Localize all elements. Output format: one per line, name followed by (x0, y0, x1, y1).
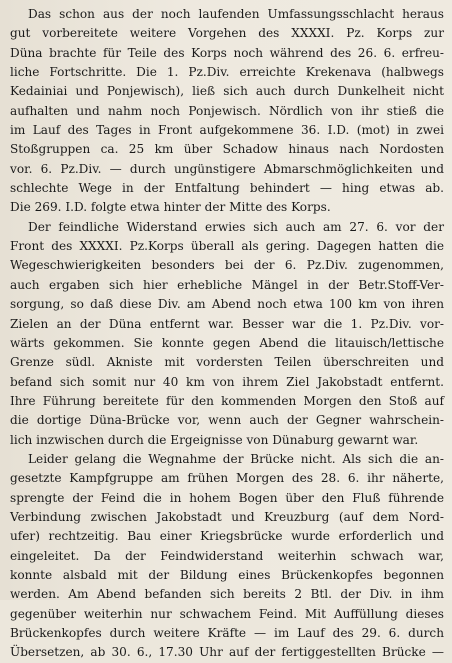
text-line: sprengte der Feind die in hohem Bogen über den Fluß führende (10, 490, 444, 505)
text-line: Verbindung zwischen Jakobstadt und Kreuzburg (auf dem Nord- (10, 509, 444, 524)
text-line: aufhalten und nahm noch Ponjewisch. Nördlich von ihr stieß die (10, 103, 444, 118)
text-line: wärts gekommen. Sie konnte gegen Abend die litauisch/lettische (10, 335, 444, 350)
text-line: ufer) rechtzeitig. Bau einer Kriegsbrücke wurde erforderlich und (10, 529, 444, 544)
text-line: Das schon aus der noch laufenden Umfassungsschlacht heraus (28, 7, 444, 21)
text-line: sorgung, so daß diese Div. am Abend noch etwa 100 km von ihren (10, 297, 444, 312)
text-line: Der feindliche Widerstand erwies sich auch am 27. 6. vor der (28, 219, 444, 234)
text-line: befand sich somit nur 40 km von ihrem Ziel Jakobstadt entfernt. (10, 374, 444, 389)
text-body (10, 5, 444, 663)
text-line: Leider gelang die Wegnahme der Brücke nicht. Als sich die an- (28, 451, 444, 466)
text-line: schlechte Wege in der Entfaltung behindert — hing etwas ab. (10, 181, 444, 196)
text-line: gut vorbereitete weitere Vorgehen des XXXXI. Pz. Korps zur (10, 26, 444, 41)
text-line: die dortige Düna-Brücke vor, wenn auch der Gegner wahrschein- (10, 413, 444, 428)
text-line: gesetzte Kampfgruppe am frühen Morgen des 28. 6. ihr näherte, (10, 471, 444, 486)
text-line: Stoßgruppen ca. 25 km über Schadow hinaus nach Nordosten (10, 142, 444, 157)
text-line: Ihre Führung bereitete für den kommenden Morgen den Stoß auf (10, 393, 444, 408)
text-line: Übersetzen, ab 30. 6., 17.30 Uhr auf der fertiggestellten Brücke — (10, 645, 444, 660)
text-line: Die 269. I.D. folgte etwa hinter der Mitte des Korps. (10, 200, 331, 215)
text-line: Kedainiai und Ponjewisch), ließ sich auch durch Dunkelheit nicht (10, 84, 444, 99)
text-line: konnte alsbald mit der Bildung eines Brückenkopfes begonnen (10, 567, 444, 582)
text-line: Wegeschwierigkeiten besonders bei der 6. Pz.Div. zugenommen, (10, 258, 444, 273)
text-line: Zielen an der Düna entfernt war. Besser war die 1. Pz.Div. vor- (10, 316, 444, 331)
text-line: liche Fortschritte. Die 1. Pz.Div. erreichte Krekenava (halbwegs (10, 65, 444, 80)
text-line: Düna brachte für Teile des Korps noch während des 26. 6. erfreu- (10, 45, 444, 60)
text-line: im Lauf des Tages in Front aufgekommene 36. I.D. (mot) in zwei (10, 123, 444, 138)
text-line: auch ergaben sich hier erhebliche Mängel in der Betr.Stoff-Ver- (10, 277, 444, 292)
text-line: lich inzwischen durch die Ergeignisse von Dünaburg gewarnt war. (10, 432, 419, 447)
text-line: gegenüber weiterhin nur schwachem Feind. Mit Auffüllung dieses (10, 606, 444, 621)
text-line: vor. 6. Pz.Div. — durch ungünstigere Abmarschmöglichkeiten und (10, 161, 444, 176)
text-line: Grenze südl. Akniste mit vordersten Teilen überschreiten und (10, 355, 444, 370)
text-line: werden. Am Abend befanden sich bereits 2 Btl. der Div. in ihm (10, 587, 444, 602)
text-line: eingeleitet. Da der Feindwiderstand weiterhin schwach war, (10, 548, 444, 563)
text-line: Front des XXXXI. Pz.Korps überall als gering. Dagegen hatten die (10, 239, 444, 254)
text-line: Brückenkopfes durch weitere Kräfte — im Lauf des 29. 6. durch (10, 626, 444, 640)
